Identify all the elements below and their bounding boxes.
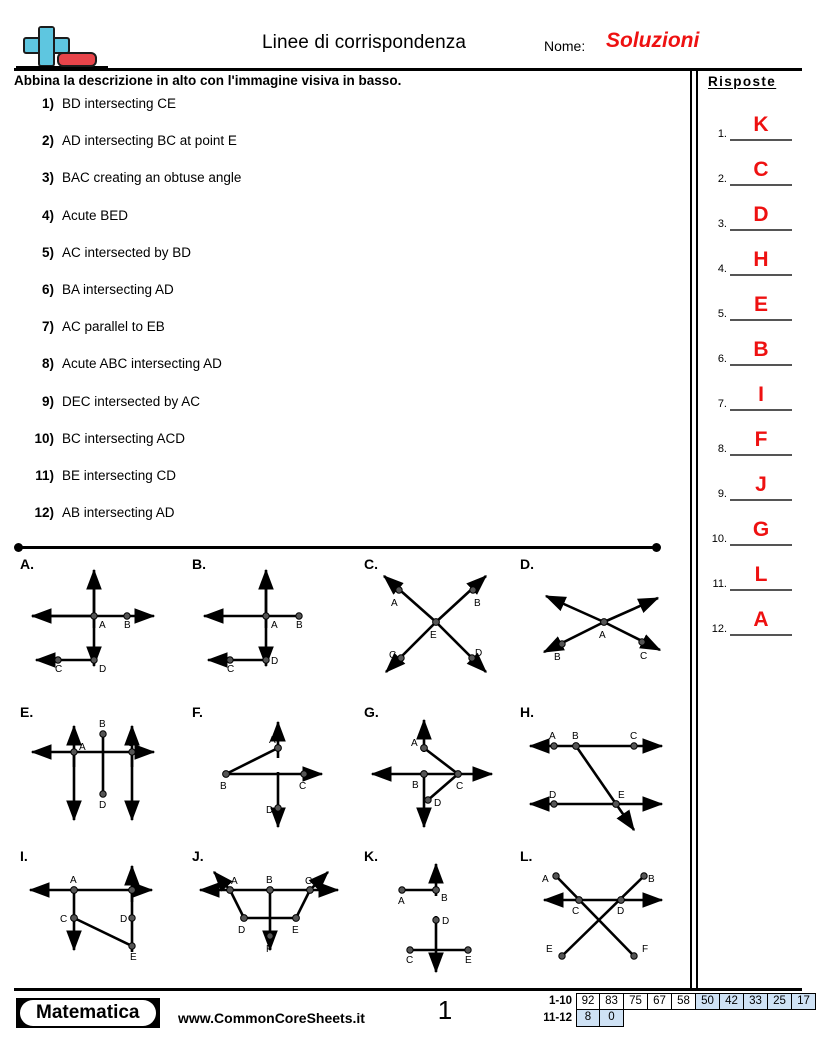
question-text: AC parallel to EB	[62, 319, 165, 335]
figure-point-label: C	[389, 650, 397, 661]
answer-value: F	[754, 428, 768, 451]
answers-heading: Risposte	[708, 74, 777, 89]
score-table	[528, 993, 816, 1027]
question-item	[14, 170, 674, 207]
figure-diagram-I	[14, 856, 182, 984]
figure-point-label: C	[227, 664, 235, 675]
site-url: www.CommonCoreSheets.it	[178, 1010, 365, 1026]
answer-blank-line	[730, 544, 792, 546]
answer-row[interactable]	[700, 606, 810, 646]
answer-value: A	[753, 608, 769, 631]
question-item	[14, 96, 674, 133]
figure-point-label: C	[456, 781, 464, 792]
figure-label: K.	[364, 848, 378, 864]
figure-point-label: B	[412, 780, 419, 791]
score-cell: 42	[720, 993, 744, 1010]
figure-point-label: A	[549, 731, 556, 742]
question-text: DEC intersected by AC	[62, 393, 201, 409]
figure-cell-D[interactable]	[514, 556, 682, 699]
score-cell: 17	[792, 993, 816, 1010]
score-cell: 25	[768, 993, 792, 1010]
answer-row[interactable]	[700, 516, 810, 556]
figure-diagram-C	[358, 564, 526, 692]
figure-point-label: B	[474, 598, 481, 609]
question-text: Acute ABC intersecting AD	[62, 356, 222, 372]
answer-number: 10.	[711, 533, 727, 545]
figure-point-label: B	[124, 620, 131, 631]
figure-cell-K[interactable]	[358, 848, 526, 991]
score-cell: 83	[600, 993, 624, 1010]
question-number: 12)	[34, 505, 54, 521]
answer-blank-line	[730, 409, 792, 411]
answer-number: 2.	[717, 173, 727, 185]
figure-point-label: A	[599, 630, 606, 641]
figure-point-label: D	[266, 805, 274, 816]
answer-row[interactable]	[700, 471, 810, 511]
figure-separator-dot-right	[652, 543, 661, 552]
score-cell: 75	[624, 993, 648, 1010]
answer-row[interactable]	[700, 291, 810, 331]
figure-label: B.	[192, 556, 206, 572]
answer-row[interactable]	[700, 156, 810, 196]
figure-diagram-F	[186, 712, 354, 840]
figure-point-label: A	[79, 742, 86, 753]
figure-cell-F[interactable]	[186, 704, 354, 847]
figure-label: L.	[520, 848, 533, 864]
answer-number: 5.	[717, 308, 727, 320]
figure-cell-H[interactable]	[514, 704, 682, 847]
question-item	[14, 208, 674, 245]
figure-point-label: E	[618, 790, 625, 801]
answer-row[interactable]	[700, 381, 810, 421]
question-number: 4)	[41, 207, 54, 223]
figure-diagram-D	[514, 564, 682, 692]
answer-blank-line	[730, 589, 792, 591]
question-item	[14, 245, 674, 282]
answer-blank-line	[730, 229, 792, 231]
question-item	[14, 282, 674, 319]
score-row-label: 11-12	[543, 1012, 572, 1024]
page-header	[14, 24, 802, 68]
figure-diagram-B	[186, 564, 354, 692]
score-cell: 58	[672, 993, 696, 1010]
answer-blank-line	[730, 499, 792, 501]
figure-point-label: C	[305, 876, 313, 887]
figure-point-label: C	[127, 738, 135, 749]
answer-blank-line	[730, 364, 792, 366]
answer-number: 4.	[717, 263, 727, 275]
answer-row[interactable]	[700, 426, 810, 466]
answer-number: 7.	[717, 398, 727, 410]
figure-point-label: E	[292, 925, 299, 936]
question-text: BE intersecting CD	[62, 467, 177, 483]
answer-number: 9.	[717, 488, 727, 500]
answer-row[interactable]	[700, 111, 810, 151]
figure-label: J.	[192, 848, 204, 864]
figure-point-label: A	[271, 620, 278, 631]
figure-diagram-J	[186, 856, 354, 984]
question-item	[14, 505, 674, 542]
page-title: Linee di corrispondenza	[261, 32, 467, 53]
score-cell: 50	[696, 993, 720, 1010]
answer-value: D	[753, 203, 769, 226]
figure-cell-A[interactable]	[14, 556, 182, 699]
answer-blank-line	[730, 184, 792, 186]
figure-point-label: C	[630, 731, 638, 742]
figure-point-label: C	[55, 664, 63, 675]
page-number: 1	[437, 995, 453, 1025]
figure-point-label: B	[266, 875, 273, 886]
figure-point-label: A	[398, 896, 405, 907]
question-number: 8)	[41, 356, 54, 372]
figure-label: D.	[520, 556, 534, 572]
footer-rule	[14, 988, 802, 991]
figure-point-label: E	[546, 944, 553, 955]
figure-point-label: B	[441, 893, 448, 904]
answer-number: 8.	[717, 443, 727, 455]
answer-number: 3.	[717, 218, 727, 230]
figure-point-label: E	[465, 955, 472, 966]
figure-cell-L[interactable]	[514, 848, 682, 991]
figure-point-label: C	[60, 914, 68, 925]
answer-row[interactable]	[700, 201, 810, 241]
figure-point-label: E	[130, 952, 137, 963]
figure-point-label: A	[391, 598, 398, 609]
question-item	[14, 431, 674, 468]
answer-blank-line	[730, 634, 792, 636]
answer-row[interactable]	[700, 246, 810, 286]
figure-point-label: B	[648, 874, 655, 885]
figure-diagram-G	[358, 712, 526, 840]
score-row	[528, 1010, 816, 1027]
score-cell: 33	[744, 993, 768, 1010]
question-number: 7)	[41, 319, 54, 335]
figure-point-label: D	[120, 914, 128, 925]
question-text: BD intersecting CE	[62, 96, 177, 111]
answer-value: J	[755, 473, 767, 496]
question-text: AC intersected by BD	[62, 244, 192, 260]
question-text: BAC creating an obtuse angle	[62, 170, 242, 186]
figure-point-label: C	[572, 906, 580, 917]
figure-label: E.	[20, 704, 34, 720]
answer-value: I	[758, 383, 764, 406]
answer-value: B	[753, 338, 769, 361]
figure-point-label: D	[617, 906, 625, 917]
answer-number: 11.	[712, 578, 727, 590]
figure-point-label: B	[127, 875, 134, 886]
header-rule	[14, 68, 802, 71]
figure-cell-I[interactable]	[14, 848, 182, 991]
figure-point-label: F	[266, 944, 273, 955]
figure-label: G.	[364, 704, 379, 720]
answer-value: K	[753, 113, 769, 136]
figure-cell-E[interactable]	[14, 704, 182, 847]
answer-number: 12.	[711, 623, 727, 635]
question-number: 6)	[41, 281, 54, 297]
figure-cell-B[interactable]	[186, 556, 354, 699]
question-item	[14, 319, 674, 356]
figure-label: I.	[20, 848, 28, 864]
column-divider-inner	[696, 71, 698, 988]
answer-value: L	[754, 563, 768, 586]
figure-diagram-L	[514, 856, 682, 984]
question-item	[14, 133, 674, 170]
figure-point-label: D	[549, 790, 557, 801]
answer-value: G	[752, 518, 770, 541]
question-item	[14, 468, 674, 505]
question-text: AD intersecting BC at point E	[62, 133, 237, 149]
answer-row[interactable]	[700, 336, 810, 376]
score-cell: 92	[576, 993, 600, 1010]
figure-point-label: C	[640, 651, 648, 662]
question-number: 9)	[41, 393, 54, 409]
plus-minus-logo-icon	[14, 24, 109, 68]
answer-blank-line	[730, 274, 792, 276]
figure-point-label: A	[231, 876, 238, 887]
figure-point-label: B	[99, 719, 106, 730]
name-label: Nome:	[544, 38, 586, 54]
score-cell: 0	[600, 1010, 624, 1027]
figure-diagram-H	[514, 712, 682, 840]
question-item	[14, 356, 674, 393]
question-list	[14, 96, 674, 542]
score-row-label: 1-10	[548, 995, 572, 1007]
figure-cell-C[interactable]	[358, 556, 526, 699]
figure-separator-dot-left	[14, 543, 23, 552]
figure-point-label: D	[271, 656, 279, 667]
figure-cell-J[interactable]	[186, 848, 354, 991]
answer-value: E	[753, 293, 768, 316]
question-text: BC intersecting ACD	[62, 430, 186, 446]
figure-point-label: D	[434, 798, 442, 809]
question-number: 1)	[41, 96, 54, 111]
answer-blank-line	[730, 139, 792, 141]
name-value: Soluzioni	[606, 29, 700, 52]
question-number: 2)	[41, 133, 54, 149]
score-cell: 67	[648, 993, 672, 1010]
figure-point-label: A	[411, 738, 418, 749]
score-cell: 8	[576, 1010, 600, 1027]
answer-blank-line	[730, 319, 792, 321]
figure-point-label: D	[442, 916, 450, 927]
figure-point-label: B	[572, 731, 579, 742]
subject-label: Matematica	[20, 1000, 156, 1026]
question-text: BA intersecting AD	[62, 281, 174, 297]
question-item	[14, 394, 674, 431]
figure-point-label: E	[430, 630, 437, 641]
answer-value: C	[753, 158, 769, 181]
answer-number: 1.	[717, 128, 727, 140]
instruction-text: Abbina la descrizione in alto con l'immagine visiva in basso.	[14, 73, 402, 88]
figure-point-label: C	[406, 955, 414, 966]
figure-point-label: D	[99, 800, 107, 811]
figure-point-label: D	[475, 648, 483, 659]
figure-diagram-A	[14, 564, 182, 692]
answer-number: 6.	[717, 353, 727, 365]
figure-label: A.	[20, 556, 34, 572]
question-number: 3)	[41, 170, 54, 186]
answer-row[interactable]	[700, 561, 810, 601]
question-text: Acute BED	[62, 207, 129, 223]
question-number: 5)	[41, 244, 54, 260]
question-text: AB intersecting AD	[62, 505, 175, 521]
figure-label: C.	[364, 556, 378, 572]
figure-point-label: B	[554, 652, 561, 663]
figure-point-label: D	[99, 664, 107, 675]
figure-point-label: B	[296, 620, 303, 631]
question-number: 11)	[35, 467, 54, 483]
answer-blank-line	[730, 454, 792, 456]
answer-value: H	[753, 248, 769, 271]
figure-diagram-E	[14, 712, 182, 840]
figure-separator-line	[18, 546, 658, 549]
score-row	[528, 993, 816, 1010]
figure-diagram-K	[358, 856, 526, 984]
question-number: 10)	[34, 430, 54, 446]
figure-point-label: A	[542, 874, 549, 885]
figure-point-label: D	[238, 925, 246, 936]
figure-label: F.	[192, 704, 203, 720]
subject-badge	[16, 998, 160, 1028]
figure-point-label: F	[642, 944, 649, 955]
figure-grid	[14, 556, 684, 986]
figure-point-label: A	[269, 735, 276, 746]
figure-point-label: C	[299, 781, 307, 792]
figure-label: H.	[520, 704, 534, 720]
column-divider-outer	[690, 71, 692, 988]
figure-cell-G[interactable]	[358, 704, 526, 847]
figure-point-label: A	[99, 620, 106, 631]
figure-point-label: B	[220, 781, 227, 792]
figure-point-label: A	[70, 875, 77, 886]
